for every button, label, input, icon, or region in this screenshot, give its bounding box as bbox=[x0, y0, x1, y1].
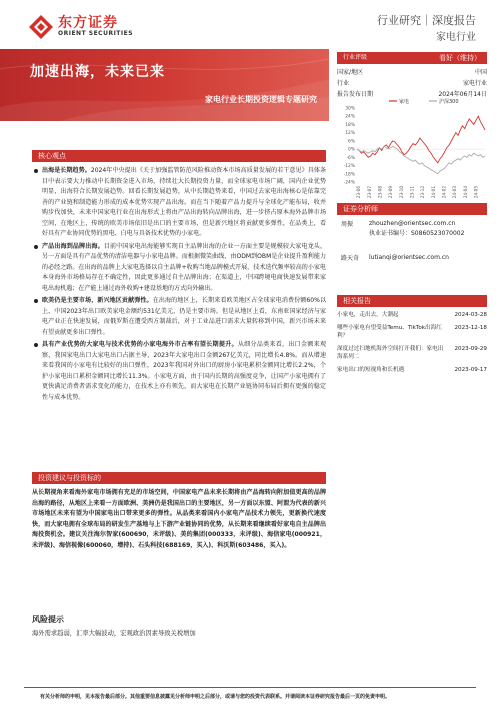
report-type: 行业研究｜深度报告 bbox=[377, 14, 476, 27]
y-tick-label: -6% bbox=[346, 155, 355, 161]
legend-label: 沪深300 bbox=[439, 99, 459, 105]
author-email[interactable]: zhouzhen@orientsec.com.cn bbox=[369, 220, 456, 227]
y-tick-label: -24% bbox=[343, 180, 355, 186]
rating-row: 国家/地区 中国 bbox=[337, 69, 487, 76]
y-tick-label: 6% bbox=[348, 139, 355, 145]
x-tick-label: 24-05 bbox=[473, 186, 479, 199]
report-title: 加速出海，未来已来 bbox=[30, 64, 165, 80]
core-view-header bbox=[32, 150, 326, 162]
author-entry bbox=[337, 253, 487, 265]
y-tick-label: -18% bbox=[343, 172, 355, 178]
banner-wave-decoration bbox=[0, 49, 329, 121]
authors-header bbox=[337, 203, 487, 215]
company-name-cn: 东方证券 bbox=[58, 15, 118, 31]
author-email[interactable]: lutianqi@orientsec.com.cn bbox=[369, 254, 449, 261]
core-bullet: 欧美仍是主要市场，新兴地区贡献弹性。在出海的地区上，长期来看欧美地区占全球家电消费份额60%以上，中国2023年出口欧美家电金额约531亿美元，仍是主要市场。但是从地区上看，东南亚国家经济与家电产业正在快速发展，而俄罗斯在遭受西方制裁后，对于工业品进口需求大量转移到中国，新兴市场未来有望贡献更多出口弹性。 bbox=[32, 296, 326, 338]
core-bullet: 出海是长期趋势。2024年中央提出《关于加强监管防范风险推动资本市场高质量发展的若干意见》具体条目中表示要大力推动中长期资金进入市场，持续壮大长期投资力量，而全球家电市场广阔，国内企业优势明显，出海符合长期发展趋势。回看长期发展趋势，从中长期趋势来看，中国过去家电出海核心是依靠完善的产业链和制造能力形成的成本优势实现产品出海。而在当下随着产品力提升与全球化产能布局，收并购步伐加快，未来中国家电行业在出海形式上将由产品出海转向品牌出海，进一步挤占原本海外品牌市场空间，在地区上，传统的欧美市场依旧是出口的主要市场，但是新兴地区将贡献更多弹性，在品类上，看好具有产业协同优势的黑电、白电与具备技术优势的小家电。 bbox=[32, 166, 326, 240]
advice-header bbox=[32, 472, 326, 484]
y-tick-label: 12% bbox=[345, 131, 355, 137]
rating-value: 看好（维持） bbox=[439, 54, 481, 62]
y-tick-label: 18% bbox=[345, 122, 355, 128]
title-banner bbox=[0, 49, 329, 121]
advice-label: 投资建议与投资标的 bbox=[38, 474, 101, 482]
x-tick-label: 23-07 bbox=[366, 186, 372, 199]
rating-header bbox=[337, 52, 487, 64]
related-report-item[interactable]: 哪些小家电有望受益Temu、TikTok出海红利？ 2023-12-18 bbox=[337, 324, 487, 339]
footer-divider bbox=[24, 687, 476, 688]
y-tick-label: 0% bbox=[348, 147, 355, 153]
core-view-label: 核心观点 bbox=[38, 152, 66, 160]
related-header bbox=[337, 295, 487, 307]
author-cert: 执业证书编号：S0860523070002 bbox=[369, 230, 465, 237]
core-view-body bbox=[32, 166, 326, 405]
industry-vs-index-chart bbox=[337, 96, 487, 204]
x-tick-label: 24-01 bbox=[430, 186, 436, 199]
rating-row: 报告发布日期 2024年06月14日 bbox=[337, 91, 487, 98]
footer-disclaimer: 有关分析师的申明，见本报告最后部分。其他重要信息披露见分析师申明之后部分，或请与您的投资代表联系。并请阅读本证券研究报告最后一页的免责申明。 bbox=[40, 694, 391, 700]
author-entry bbox=[337, 219, 487, 243]
rating-row: 行业 家电行业 bbox=[337, 80, 487, 87]
advice-body: 从长期视角来看海外家电市场拥有充足的市场空间，中国家电产品未来长期将由产品海转向附加值更高的品牌出海的路径，从地区上来看一方面欧洲、美洲仍是我国出口的主要地区，另一方面以东盟、阿盟为代表的新兴市场地区未来有望为中国家电出口带来更多的弹性。从品类来看国内小家电产品技术力领先，更新换代速度快，而大家电拥有全球布局的研发生产基地与上下游产业链协同的优势，从长期来看继续看好家电自主品牌出海投资机会。建议关注海尔智家(600690，未评级)、美的集团(000333，未评级)、海信家电(000921，未评级)、海信视像(600060，增持)、石头科技(688169，买入)、科沃斯(603486，买入)。 bbox=[32, 489, 326, 549]
series-line bbox=[357, 116, 485, 163]
y-tick-label: 24% bbox=[345, 114, 355, 120]
core-bullet: 产品出海到品牌出海。目前中国家电出海能够实现自主品牌出海的企业一方面主要是规模较大家电龙头，另一方面是具有产品优势的清洁电器与小家电品牌。而根据微笑曲线，由ODM到OBM是企业提升盈利能力的必经之路。在出海的品牌上大家电选择以自主品牌+收购当地品牌模式开展，技术迭代频率较高的小家电本身海外市场格局存在不确定性，因此更多通过自主品牌出海；在渠道上，中国跨境电商快速发展带来家电出海机遇；在产能上通过海外收购+建设基地的方式向外输出。 bbox=[32, 242, 326, 295]
x-tick-label: 23-08 bbox=[377, 186, 383, 199]
author-name: 路天奇 bbox=[341, 255, 360, 262]
y-tick-label: -12% bbox=[343, 164, 355, 170]
x-tick-label: 23-10 bbox=[398, 186, 404, 199]
y-tick-label: 30% bbox=[345, 106, 355, 112]
risk-body: 海外需求趋弱，汇率大幅波动，宏观政治因素导致关税增加 bbox=[32, 630, 196, 637]
related-list bbox=[337, 311, 487, 378]
company-name-en: ORIENT SECURITIES bbox=[58, 30, 134, 37]
core-bullet: 具有产业优势的大家电与技术优势的小家电海外市占率有望长期提升。从细分品类来看，出口金额来观察，我国家电出口大家电出口占据主导，2023年大家电出口金额267亿美元，同比增长4.8%。而从增速来看我国的小家电有比较好的出口弹性，2023年我国对外出口的厨房小家电累积金额同比增长2.2%，个护小家电出口累积金额同比增长11.3%。小家电方面，由于国内长期的高强度竞争，让国产小家电拥有了更快满足消费者需求变化的能力，在技术上亦有领先，而大家电在长期产业链协同布局后拥有更强的稳定性与成本优势。 bbox=[32, 340, 326, 403]
x-tick-label: 24-03 bbox=[452, 186, 458, 199]
rating-label: 行业评级 bbox=[343, 54, 368, 61]
report-subtitle: 家电行业长期投资逻辑专题研究 bbox=[205, 95, 317, 104]
rating-block bbox=[337, 52, 487, 100]
x-tick-label: 23-11 bbox=[409, 186, 415, 199]
related-report-item[interactable]: 家电出口的短视角和长机遇 2023-09-17 bbox=[337, 366, 487, 373]
authors-label: 证券分析师 bbox=[343, 205, 378, 213]
related-label: 相关报告 bbox=[343, 297, 371, 305]
legend-label: 家电 bbox=[399, 99, 410, 105]
author-name: 周振 bbox=[341, 221, 354, 228]
related-report-item[interactable]: 深度过过扫地机海外空间打开我们：家电出海系列二 2023-09-29 bbox=[337, 345, 487, 360]
x-tick-label: 23-09 bbox=[388, 186, 394, 199]
x-tick-label: 23-12 bbox=[420, 186, 426, 199]
x-tick-label: 24-02 bbox=[441, 186, 447, 199]
x-tick-label: 24-04 bbox=[462, 186, 468, 199]
x-tick-label: 23-06 bbox=[356, 186, 362, 199]
logo-mark-icon bbox=[28, 14, 54, 40]
related-report-item[interactable]: 小家电，走出去，大潮起 2024-03-28 bbox=[337, 312, 487, 318]
series-line bbox=[357, 146, 485, 173]
report-industry: 家电行业 bbox=[436, 32, 476, 43]
risk-title: 风险提示 bbox=[32, 615, 64, 624]
